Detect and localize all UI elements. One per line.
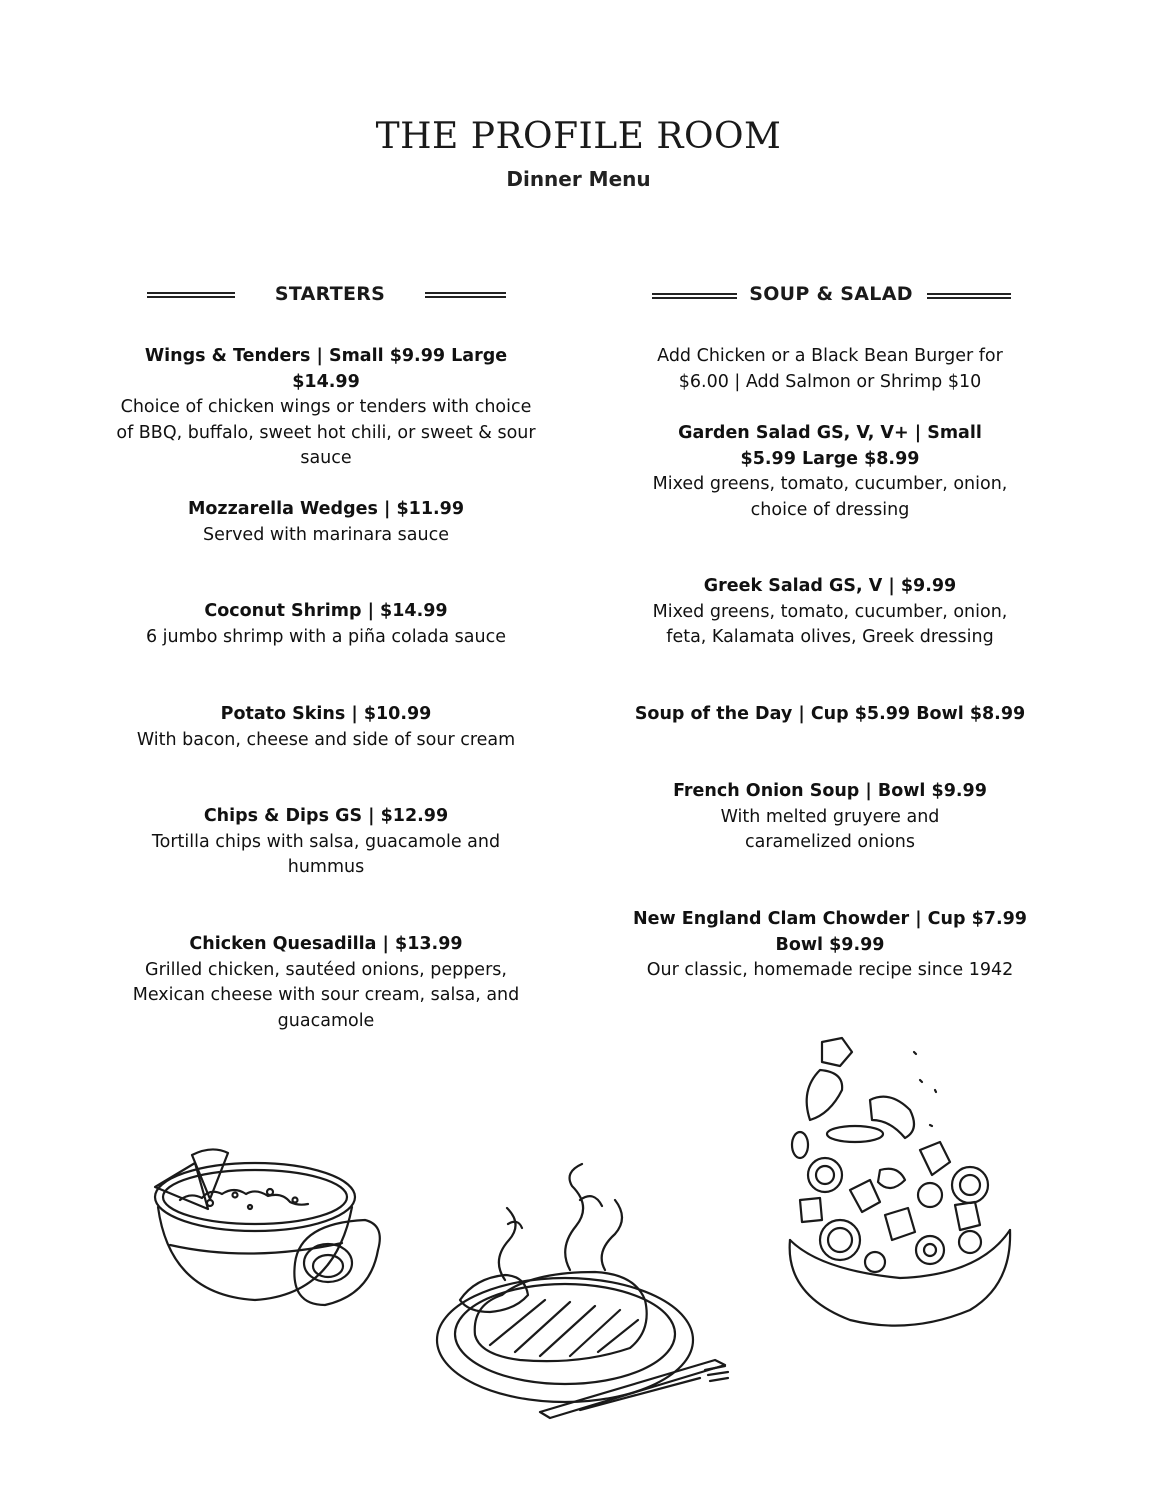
- menu-item-desc: Choice of chicken wings or tenders with choice of BBQ, buffalo, sweet hot chili, or sweet & sour sauce: [116, 397, 536, 468]
- menu-subtitle: Dinner Menu: [506, 167, 651, 191]
- chips-and-guacamole-icon: [150, 1145, 390, 1320]
- menu-item-desc: Our classic, homemade recipe since 1942: [646, 960, 1014, 980]
- menu-item-name: Coconut Shrimp | $14.99: [204, 601, 448, 621]
- menu-item-desc: Grilled chicken, sautéed onions, peppers, Mexican cheese with sour cream, salsa, and guacamole: [132, 959, 520, 1031]
- menu-item-name: Chicken Quesadilla | $13.99: [189, 934, 463, 954]
- menu-item-name: Mozzarella Wedges | $11.99: [187, 499, 464, 519]
- starters-heading: STARTERS: [274, 283, 386, 305]
- menu-item: [112, 344, 540, 472]
- menu-item-desc: With bacon, cheese and side of sour cream: [136, 729, 516, 750]
- menu-item-name: Chips & Dips GS | $12.99: [203, 806, 449, 826]
- starters-list: [112, 0, 540, 1100]
- menu-item-name: Wings & Tenders | Small $9.99 Large $14.99: [144, 346, 508, 392]
- menu-item: [112, 702, 540, 753]
- menu-item-desc: 6 jumbo shrimp with a piña colada sauce: [145, 626, 506, 647]
- menu-item-name: French Onion Soup | Bowl $9.99: [673, 781, 987, 801]
- salad-bowl-icon: [780, 1030, 1020, 1335]
- menu-item-desc: Served with marinara sauce: [203, 524, 449, 545]
- menu-item: [630, 702, 1030, 728]
- soup-salad-heading: SOUP & SALAD: [749, 283, 913, 305]
- menu-item: [630, 779, 1030, 856]
- menu-item-name: Garden Salad GS, V, V+ | Small $5.99 Large $8.99: [678, 423, 982, 469]
- menu-item-name: Potato Skins | $10.99: [220, 704, 432, 724]
- menu-item-desc: With melted gruyere and caramelized onions: [720, 806, 940, 852]
- menu-item: [630, 421, 1030, 523]
- restaurant-title: THE PROFILE ROOM: [375, 116, 782, 157]
- menu-item-desc: Tortilla chips with salsa, guacamole and hummus: [151, 831, 501, 877]
- menu-item-desc: Mixed greens, tomato, cucumber, onion, choice of dressing: [652, 474, 1008, 520]
- add-on-note: Add Chicken or a Black Bean Burger for $6.00 | Add Salmon or Shrimp $10: [657, 346, 1003, 392]
- menu-item: [112, 497, 540, 548]
- menu-item: [630, 574, 1030, 651]
- menu-item: [630, 907, 1030, 984]
- menu-item: [112, 932, 540, 1034]
- soup-salad-list: [630, 0, 1030, 1100]
- menu-item-name: New England Clam Chowder | Cup $7.99 Bowl $9.99: [633, 909, 1027, 955]
- menu-item: [112, 804, 540, 881]
- menu-item-name: Soup of the Day | Cup $5.99 Bowl $8.99: [634, 704, 1026, 724]
- menu-item-desc: Mixed greens, tomato, cucumber, onion, feta, Kalamata olives, Greek dressing: [652, 601, 1008, 647]
- menu-item-name: Greek Salad GS, V | $9.99: [703, 576, 957, 596]
- steak-plate-icon: [430, 1160, 730, 1422]
- menu-item: [112, 599, 540, 650]
